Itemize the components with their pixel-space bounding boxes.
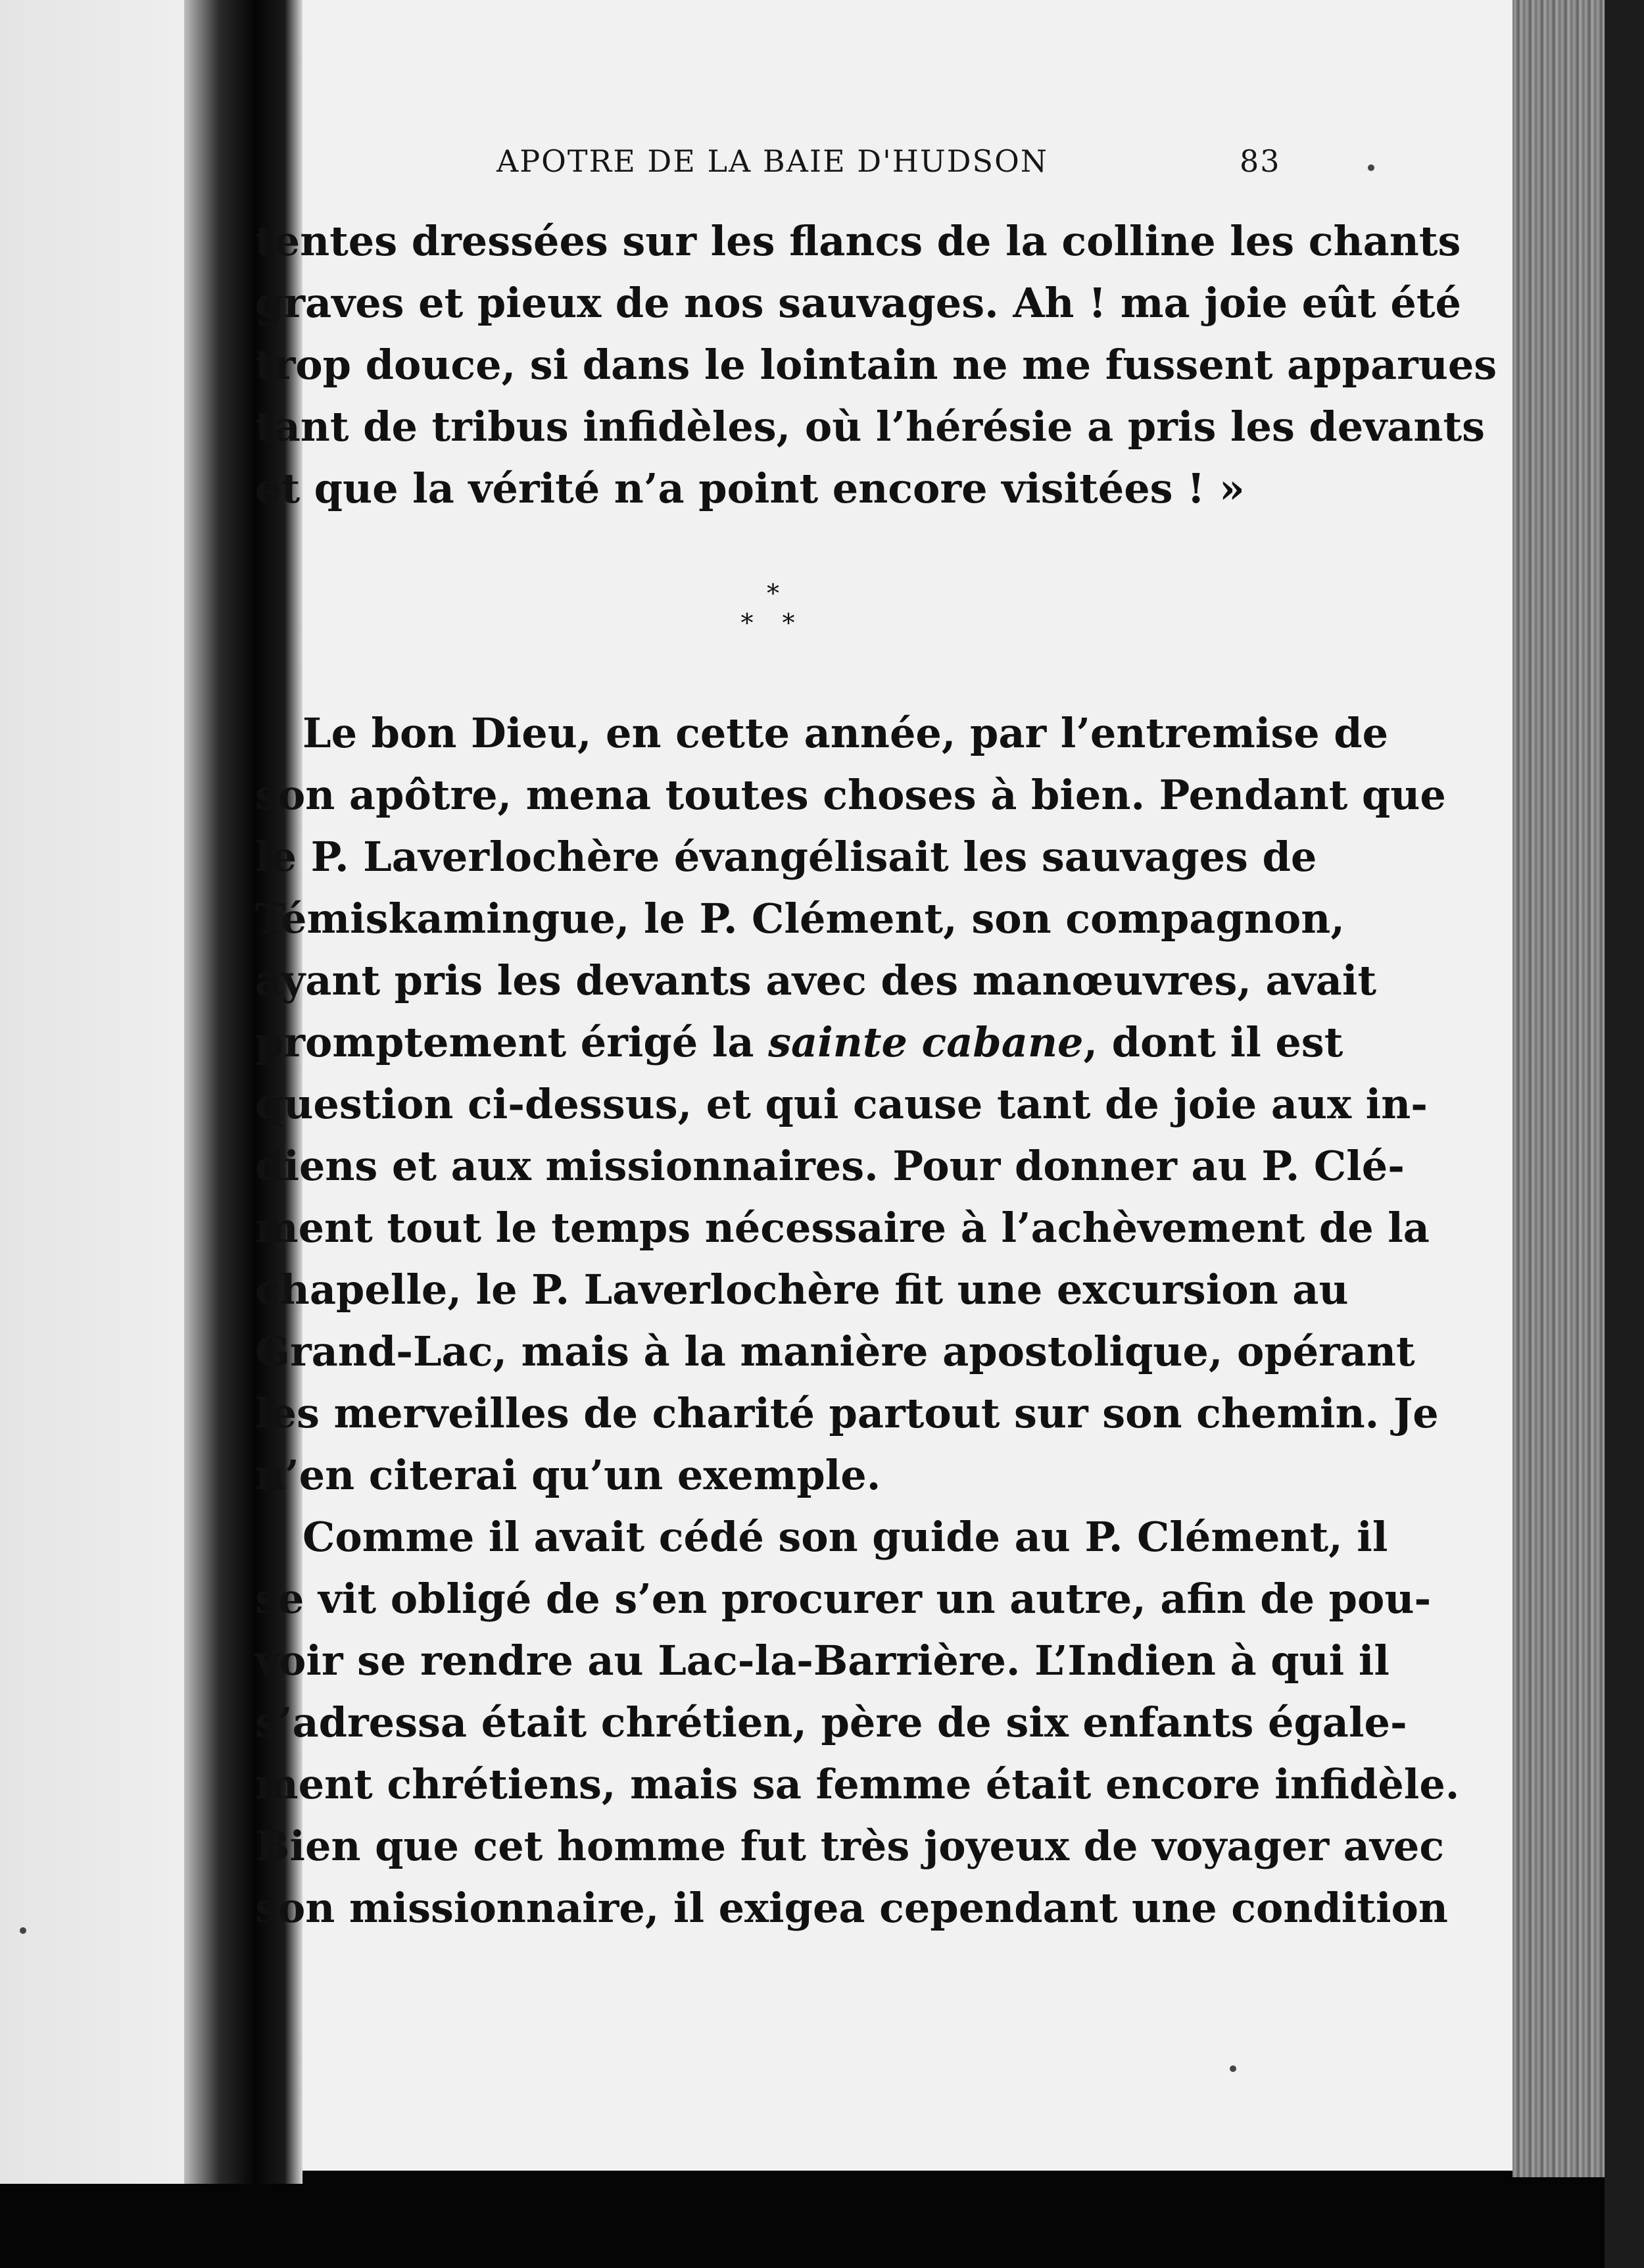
paper-speck xyxy=(20,1927,26,1934)
section-separator xyxy=(255,520,1291,703)
text-line: Témiskamingue, le P. Clément, son compagnon, xyxy=(255,895,1345,943)
text-line: s’adressa était chrétien, père de six enfants égale- xyxy=(255,1698,1407,1746)
running-title: APOTRE DE LA BAIE D'HUDSON xyxy=(496,143,1049,179)
page-number: 83 xyxy=(1240,143,1281,179)
text-line xyxy=(255,1012,1343,1073)
text-line: les merveilles de charité partout sur son chemin. Je xyxy=(255,1389,1439,1437)
paper-speck xyxy=(1368,164,1374,171)
paragraph-pere-clement xyxy=(255,703,1446,1506)
text-line: le P. Laverlochère évangélisait les sauvages de xyxy=(255,833,1317,881)
text-line: son apôtre, mena toutes choses à bien. Pendant que xyxy=(255,771,1446,819)
text-line: voir se rendre au Lac-la-Barrière. L’Indien à qui il xyxy=(255,1637,1390,1685)
text-run: promptement érigé la xyxy=(255,1018,769,1066)
text-line: n’en citerai qu’un exemple. xyxy=(255,1451,881,1499)
book-cover-edge xyxy=(1605,0,1644,2268)
text-run: , dont il est xyxy=(1083,1018,1343,1066)
text-line: tentes dressées sur les flancs de la colline les chants xyxy=(255,217,1461,265)
text-line: Comme il avait cédé son guide au P. Clément, il xyxy=(302,1513,1388,1561)
text-line: chapelle, le P. Laverlochère fit une excursion au xyxy=(255,1266,1349,1314)
paragraph-guide xyxy=(255,1506,1460,1939)
text-line: graves et pieux de nos sauvages. Ah ! ma joie eût été xyxy=(255,279,1461,327)
text-line: se vit obligé de s’en procurer un autre, afin de pou- xyxy=(255,1575,1432,1623)
text-line: question ci-dessus, et qui cause tant de joie aux in- xyxy=(255,1080,1428,1128)
text-line: ment chrétiens, mais sa femme était encore infidèle. xyxy=(255,1760,1460,1808)
text-line: Bien que cet homme fut très joyeux de voyager avec xyxy=(255,1822,1445,1870)
paper-speck xyxy=(1230,2065,1236,2072)
text-line: son missionnaire, il exigea cependant une condition xyxy=(255,1884,1448,1932)
text-line: et que la vérité n’a point encore visitées ! » xyxy=(255,464,1245,512)
body-text xyxy=(255,210,1497,1939)
asterism-top: * xyxy=(767,579,779,608)
text-line: Grand-Lac, mais à la manière apostolique, opérant xyxy=(255,1327,1415,1375)
text-line: Le bon Dieu, en cette année, par l’entremise de xyxy=(302,709,1389,757)
text-line: diens et aux missionnaires. Pour donner au P. Clé- xyxy=(255,1142,1405,1190)
asterism-bottom: * * xyxy=(740,608,806,637)
text-line: ayant pris les devants avec des manœuvres, avait xyxy=(255,956,1377,1004)
text-line: tant de tribus infidèles, où l’hérésie a pris les devants xyxy=(255,403,1486,451)
paragraph-quote-end xyxy=(255,210,1497,520)
text-line: ment tout le temps nécessaire à l’achèvement de la xyxy=(255,1204,1430,1252)
italic-text: sainte cabane xyxy=(768,1018,1084,1066)
page-edges xyxy=(1512,0,1605,2177)
text-line: trop douce, si dans le lointain ne me fussent apparues xyxy=(255,341,1497,389)
